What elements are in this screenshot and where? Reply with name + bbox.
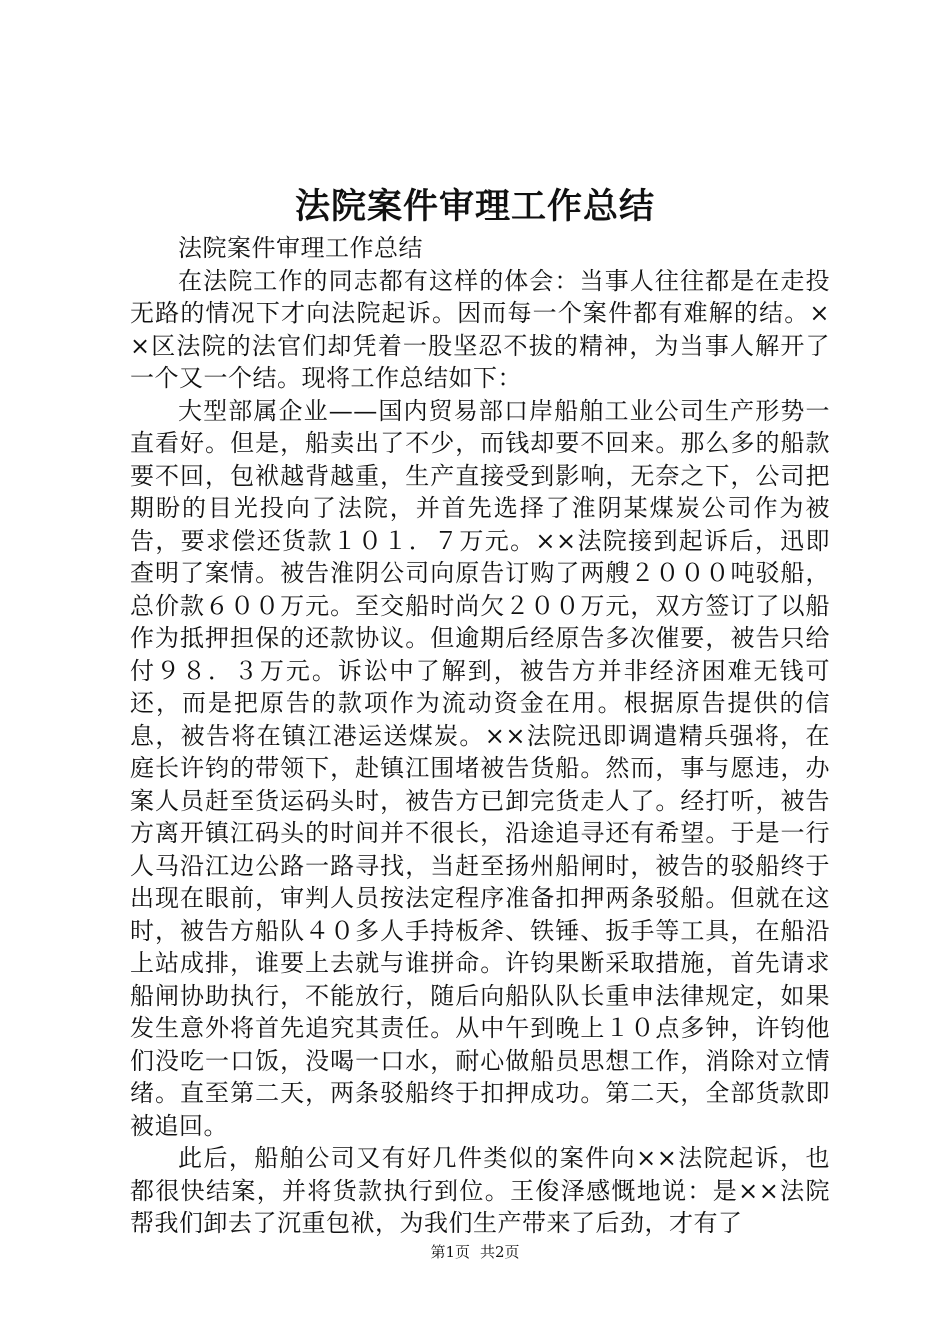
paragraph-case: 大型部属企业——国内贸易部口岸船舶工业公司生产形势一直看好。但是，船卖出了不少，而钱却要不回来。那么多的船款要不回，包袱越背越重，生产直接受到影响，无奈之下，公司把期盼的目光投向了法院，并首先选择了淮阴某煤炭公司作为被告，要求偿还货款１０１．７万元。××法院接到起诉后，迅即查明了案情。被告淮阴公司向原告订购了两艘２０００吨驳船，总价款６００万元。至交船时尚欠２００万元，双方签订了以船作为抵押担保的还款协议。但逾期后经原告多次催要，被告只给付９８．３万元。诉讼中了解到，被告方并非经济困难无钱可还，而是把原告的款项作为流动资金在用。根据原告提供的信息，被告将在镇江港运送煤炭。××法院迅即调遣精兵强将，在庭长许钧的带领下，赴镇江围堵被告货船。然而，事与愿违，办案人员赶至货运码头时，被告方已卸完货走人了。经打听，被告方离开镇江码头的时间并不很长，沿途追寻还有希望。于是一行人马沿江边公路一路寻找，当赶至扬州船闸时，被告的驳船终于出现在眼前，审判人员按法定程序准备扣押两条驳船。但就在这时，被告方船队４０多人手持板斧、铁锤、扳手等工具，在船沿上站成排，谁要上去就与谁拼命。许钧果断采取措施，首先请求船闸协助执行，不能放行，随后向船队队长重申法律规定，如果发生意外将首先追究其责任。从中午到晚上１０点多钟，许钧他们没吃一口饭，没喝一口水，耐心做船员思想工作，消除对立情绪。直至第二天，两条驳船终于扣押成功。第二天，全部货款即被追回。 [130, 396, 830, 1140]
document-title: 法院案件审理工作总结 [294, 187, 655, 227]
page-number: 第1页 [430, 1243, 470, 1261]
page-total: 共2页 [480, 1243, 520, 1261]
paragraph-intro: 在法院工作的同志都有这样的体会：当事人往往都是在走投无路的情况下才向法院起诉。因而每一个案件都有难解的结。××区法院的法官们却凭着一股坚忍不拔的精神，为当事人解开了一个又一个结。现将工作总结如下： [130, 266, 830, 392]
document-body [130, 232, 830, 1240]
page-footer [0, 1241, 950, 1263]
paragraph-followup: 此后，船舶公司又有好几件类似的案件向××法院起诉，也都很快结案，并将货款执行到位。王俊泽感慨地说：是××法院帮我们卸去了沉重包袱，为我们生产带来了后劲，才有了 [130, 1144, 830, 1237]
paragraph-subtitle: 法院案件审理工作总结 [178, 234, 423, 262]
